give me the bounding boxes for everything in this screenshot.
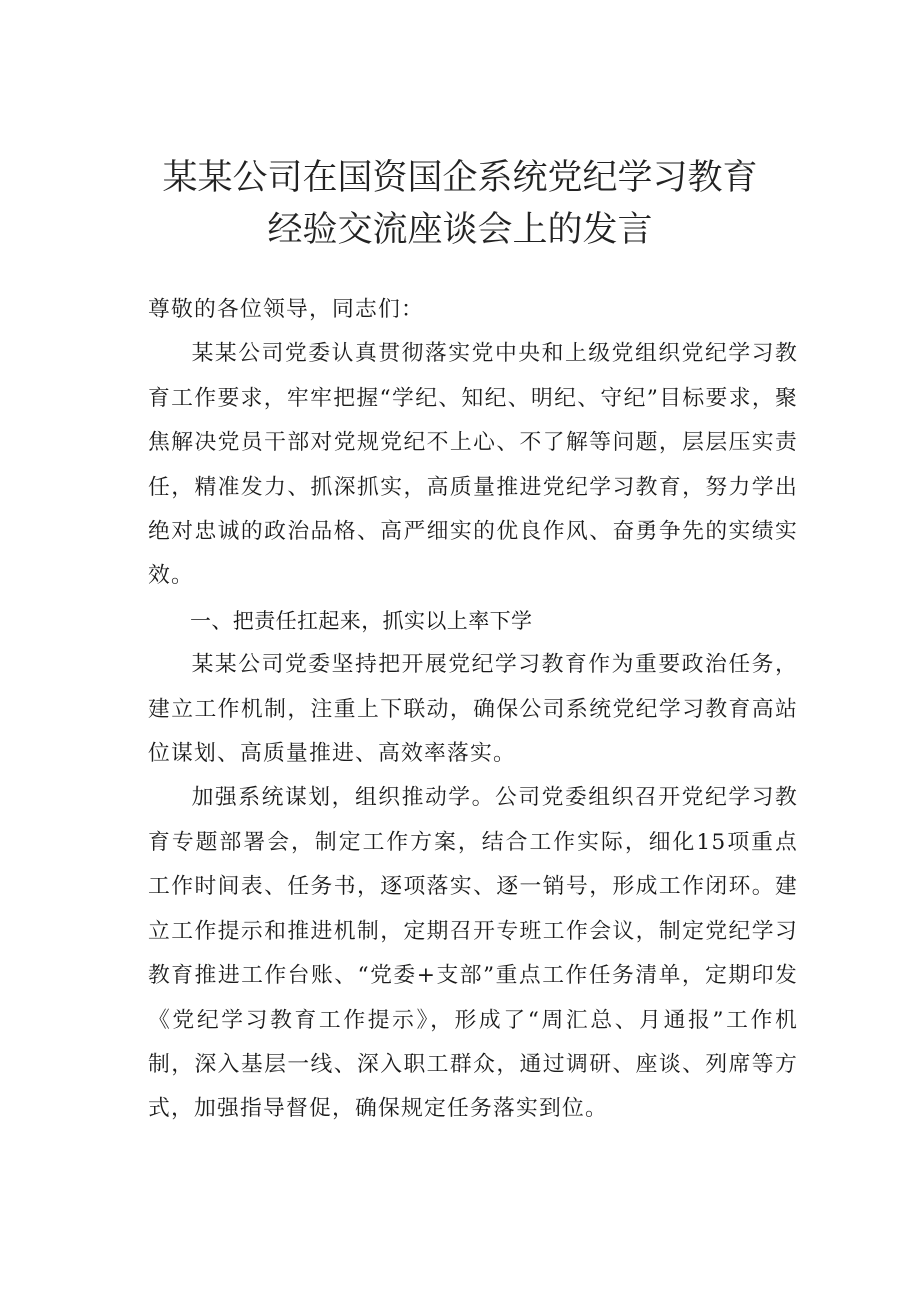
salutation: 尊敬的各位领导，同志们： [148,297,424,322]
title-line-1: 某某公司在国资国企系统党纪学习教育 [162,158,758,198]
document-title [100,152,820,256]
title-line-2: 经验交流座谈会上的发言 [267,210,653,250]
section-1-paragraph-2: 加强系统谋划，组织推动学。公司党委组织召开党纪学习教育专题部署会，制定工作方案，结合工作实际，细化15项重点工作时间表、任务书，逐项落实、逐一销号，形成工作闭环。建立工作提示和推进机制，定期召开专班工作会议，制定党纪学习教育推进工作台账、“党委+支部”重点工作任务清单，定期印发《党纪学习教育工作提示》，形成了“周汇总、月通报”工作机制，深入基层一线、深入职工群众，通过调研、座谈、列席等方式，加强指导督促，确保规定任务落实到位。 [148,785,798,1122]
document-body [148,288,798,1132]
intro-paragraph: 某某公司党委认真贯彻落实党中央和上级党组织党纪学习教育工作要求，牢牢把握“学纪、知纪、明纪、守纪”目标要求，聚焦解决党员干部对党规党纪不上心、不了解等问题，层层压实责任，精准发力、抓深抓实，高质量推进党纪学习教育，努力学出绝对忠诚的政治品格、高严细实的优良作风、奋勇争先的实绩实效。 [148,341,798,589]
section-1-paragraph-1: 某某公司党委坚持把开展党纪学习教育作为重要政治任务，建立工作机制，注重上下联动，确保公司系统党纪学习教育高站位谋划、高质量推进、高效率落实。 [148,652,798,767]
section-1-heading: 一、把责任扛起来，抓实以上率下学 [190,608,533,633]
